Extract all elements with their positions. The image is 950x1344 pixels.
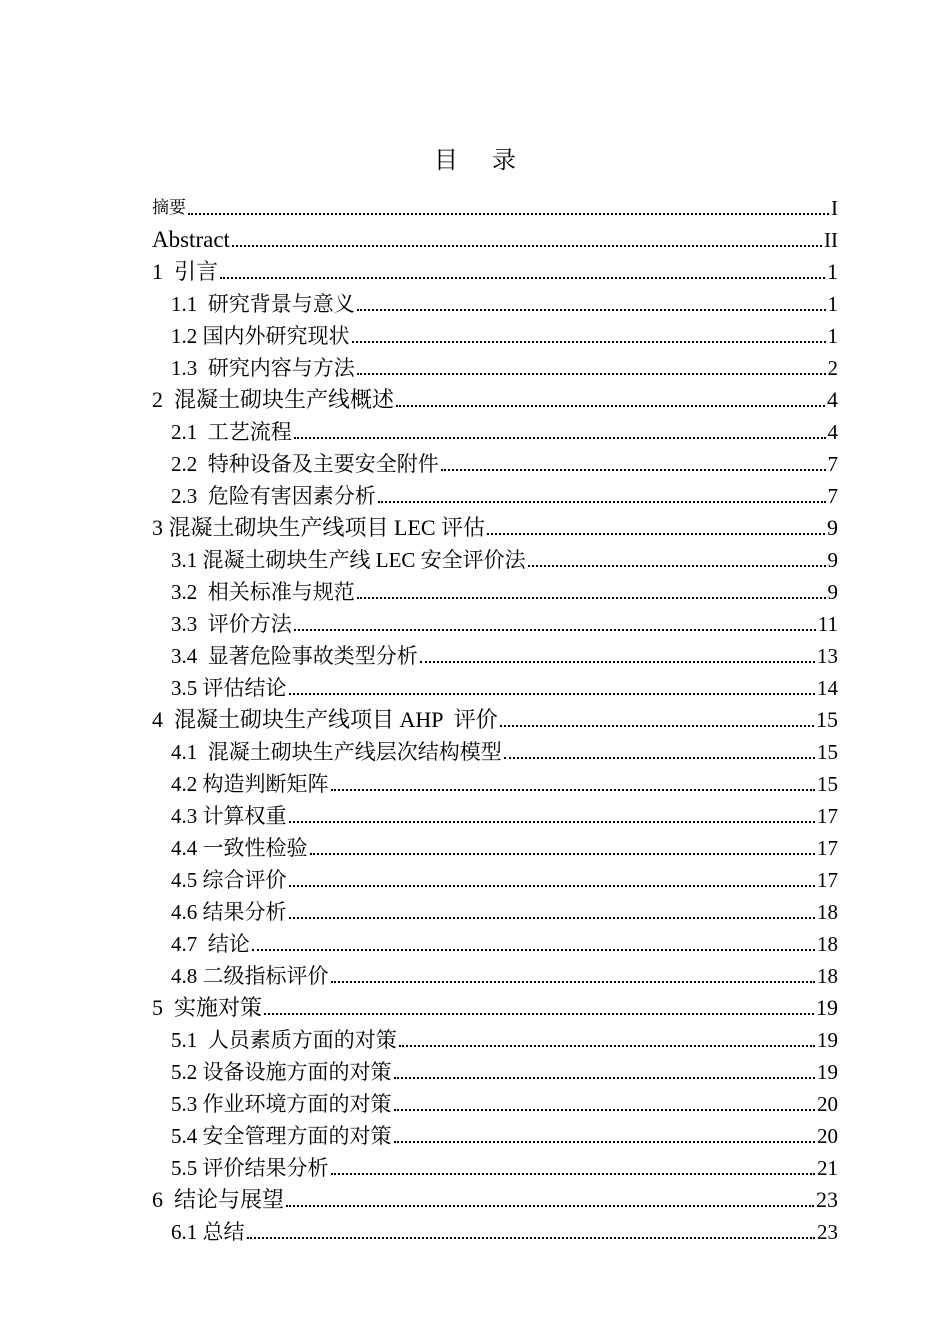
toc-entry[interactable] [152,444,838,476]
toc-leader-dots [252,949,815,951]
toc-leader-dots [357,309,826,311]
toc-entry-page: 1 [827,292,838,316]
toc-entry-label: 3.2 相关标准与规范 [171,580,355,604]
toc-entry-label: 3.1 混凝土砌块生产线 LEC 安全评价法 [171,548,526,572]
toc-entry-page: 23 [816,1187,838,1212]
toc-entry[interactable] [152,988,838,1020]
toc-entry-label: 6 结论与展望 [152,1187,285,1212]
toc-entry-label: 4.5 综合评价 [171,868,287,892]
toc-entry-page: 18 [817,932,838,956]
toc-leader-dots [352,341,826,343]
toc-entry-page: 4 [827,420,838,444]
toc-entry-label: 5.3 作业环境方面的对策 [171,1092,392,1116]
toc-entry-page: 11 [817,612,838,636]
toc-entry[interactable] [152,796,838,828]
toc-entry[interactable] [152,956,838,988]
toc-entry-page: 20 [817,1124,838,1148]
toc-entry-label: 5 实施对策 [152,995,263,1020]
toc-entry-page: II [824,228,838,252]
toc-entry-page: 23 [817,1220,838,1244]
toc-entry-page: 1 [827,259,838,284]
toc-leader-dots [331,981,816,983]
toc-leader-dots [247,1237,816,1239]
toc-entry-label: 4.8 二级指标评价 [171,964,329,988]
toc-entry[interactable] [152,188,838,220]
toc-entry-label: 5.2 设备设施方面的对策 [171,1060,392,1084]
toc-entry-label: 4.1 混凝土砌块生产线层次结构模型 [171,740,502,764]
toc-entry-label: 1 引言 [152,259,219,284]
toc-entry[interactable] [152,668,838,700]
toc-entry[interactable] [152,604,838,636]
toc-leader-dots [310,853,816,855]
table-of-contents [152,188,838,1244]
toc-entry-label: 4 混凝土砌块生产线项目 AHP 评价 [152,707,498,732]
toc-entry-page: 18 [817,964,838,988]
toc-entry-page: 15 [816,707,838,732]
toc-entry-label: 4.3 计算权重 [171,804,287,828]
toc-leader-dots [188,213,829,215]
toc-leader-dots [396,405,825,407]
toc-entry[interactable] [152,1148,838,1180]
toc-entry-page: 17 [817,836,838,860]
toc-leader-dots [357,373,826,375]
toc-leader-dots [378,501,826,503]
toc-entry[interactable] [152,1116,838,1148]
toc-entry[interactable] [152,764,838,796]
toc-entry[interactable] [152,732,838,764]
toc-entry[interactable] [152,1052,838,1084]
toc-leader-dots [289,821,816,823]
toc-leader-dots [294,629,816,631]
toc-entry-label: 2.3 危险有害因素分析 [171,484,376,508]
toc-leader-dots [500,725,814,727]
toc-leader-dots [487,533,825,535]
toc-entry-label: 5.5 评价结果分析 [171,1156,329,1180]
toc-leader-dots [399,1045,815,1047]
toc-leader-dots [504,757,815,759]
toc-entry-label: 4.2 构造判断矩阵 [171,772,329,796]
toc-leader-dots [357,597,826,599]
toc-leader-dots [528,565,826,567]
toc-leader-dots [220,277,825,279]
toc-entry-page: 1 [827,324,838,348]
toc-entry-page: 7 [827,452,838,476]
toc-entry-label: 摘要 [152,198,186,217]
toc-entry[interactable] [152,380,838,412]
toc-entry[interactable] [152,284,838,316]
toc-entry-label: 4.7 结论 [171,932,250,956]
toc-entry-page: 13 [817,644,838,668]
toc-leader-dots [294,437,826,439]
toc-entry[interactable] [152,252,838,284]
toc-entry-label: 1.2 国内外研究现状 [171,324,350,348]
toc-entry-page: 9 [827,580,838,604]
toc-entry[interactable] [152,700,838,732]
toc-entry-label: 5.4 安全管理方面的对策 [171,1124,392,1148]
toc-leader-dots [331,1173,816,1175]
toc-entry-label: 4.6 结果分析 [171,900,287,924]
toc-entry-page: I [831,196,838,220]
toc-leader-dots [289,693,816,695]
toc-entry-page: 9 [827,548,838,572]
toc-entry-page: 17 [817,868,838,892]
toc-entry-page: 15 [817,772,838,796]
toc-leader-dots [264,1013,814,1015]
toc-entry[interactable] [152,924,838,956]
toc-entry[interactable] [152,348,838,380]
toc-entry-label: 1.1 研究背景与意义 [171,292,355,316]
toc-entry-page: 7 [827,484,838,508]
toc-leader-dots [289,917,816,919]
toc-leader-dots [394,1077,816,1079]
toc-entry-label: 5.1 人员素质方面的对策 [171,1028,397,1052]
toc-entry-page: 19 [816,995,838,1020]
toc-entry-label: 3.3 评价方法 [171,612,292,636]
toc-entry-page: 15 [817,740,838,764]
toc-entry-page: 20 [817,1092,838,1116]
toc-entry[interactable] [152,1020,838,1052]
toc-leader-dots [289,885,816,887]
toc-entry[interactable] [152,476,838,508]
toc-leader-dots [394,1141,816,1143]
toc-entry-label: 1.3 研究内容与方法 [171,356,355,380]
toc-entry[interactable] [152,1212,838,1244]
toc-entry-page: 9 [827,515,838,540]
toc-title: 目 录 [434,148,530,174]
toc-entry-page: 21 [817,1156,838,1180]
toc-entry-page: 19 [817,1060,838,1084]
toc-entry-page: 14 [817,676,838,700]
toc-entry-label: 4.4 一致性检验 [171,836,308,860]
toc-entry-label: 2 混凝土砌块生产线概述 [152,387,395,412]
toc-entry-label: 3.5 评估结论 [171,676,287,700]
toc-entry-page: 18 [817,900,838,924]
toc-entry-label: 2.2 特种设备及主要安全附件 [171,452,439,476]
toc-entry[interactable] [152,412,838,444]
toc-leader-dots [331,789,816,791]
toc-leader-dots [286,1205,814,1207]
toc-entry-page: 19 [817,1028,838,1052]
toc-entry[interactable] [152,1180,838,1212]
toc-entry[interactable] [152,828,838,860]
toc-entry-label: Abstract [152,227,230,252]
toc-entry[interactable] [152,572,838,604]
toc-entry[interactable] [152,892,838,924]
toc-entry[interactable] [152,1084,838,1116]
toc-entry[interactable] [152,860,838,892]
toc-entry[interactable] [152,540,838,572]
toc-entry-page: 17 [817,804,838,828]
toc-entry[interactable] [152,636,838,668]
toc-entry[interactable] [152,508,838,540]
toc-entry-label: 6.1 总结 [171,1220,245,1244]
toc-leader-dots [394,1109,816,1111]
toc-entry-page: 4 [827,387,838,412]
toc-entry-page: 2 [827,356,838,380]
toc-leader-dots [441,469,826,471]
toc-entry-label: 3 混凝土砌块生产线项目 LEC 评估 [152,515,486,540]
toc-entry[interactable] [152,316,838,348]
toc-entry[interactable] [152,220,838,252]
toc-leader-dots [420,661,815,663]
toc-entry-label: 2.1 工艺流程 [171,420,292,444]
toc-entry-label: 3.4 显著危险事故类型分析 [171,644,418,668]
toc-leader-dots [232,245,822,247]
